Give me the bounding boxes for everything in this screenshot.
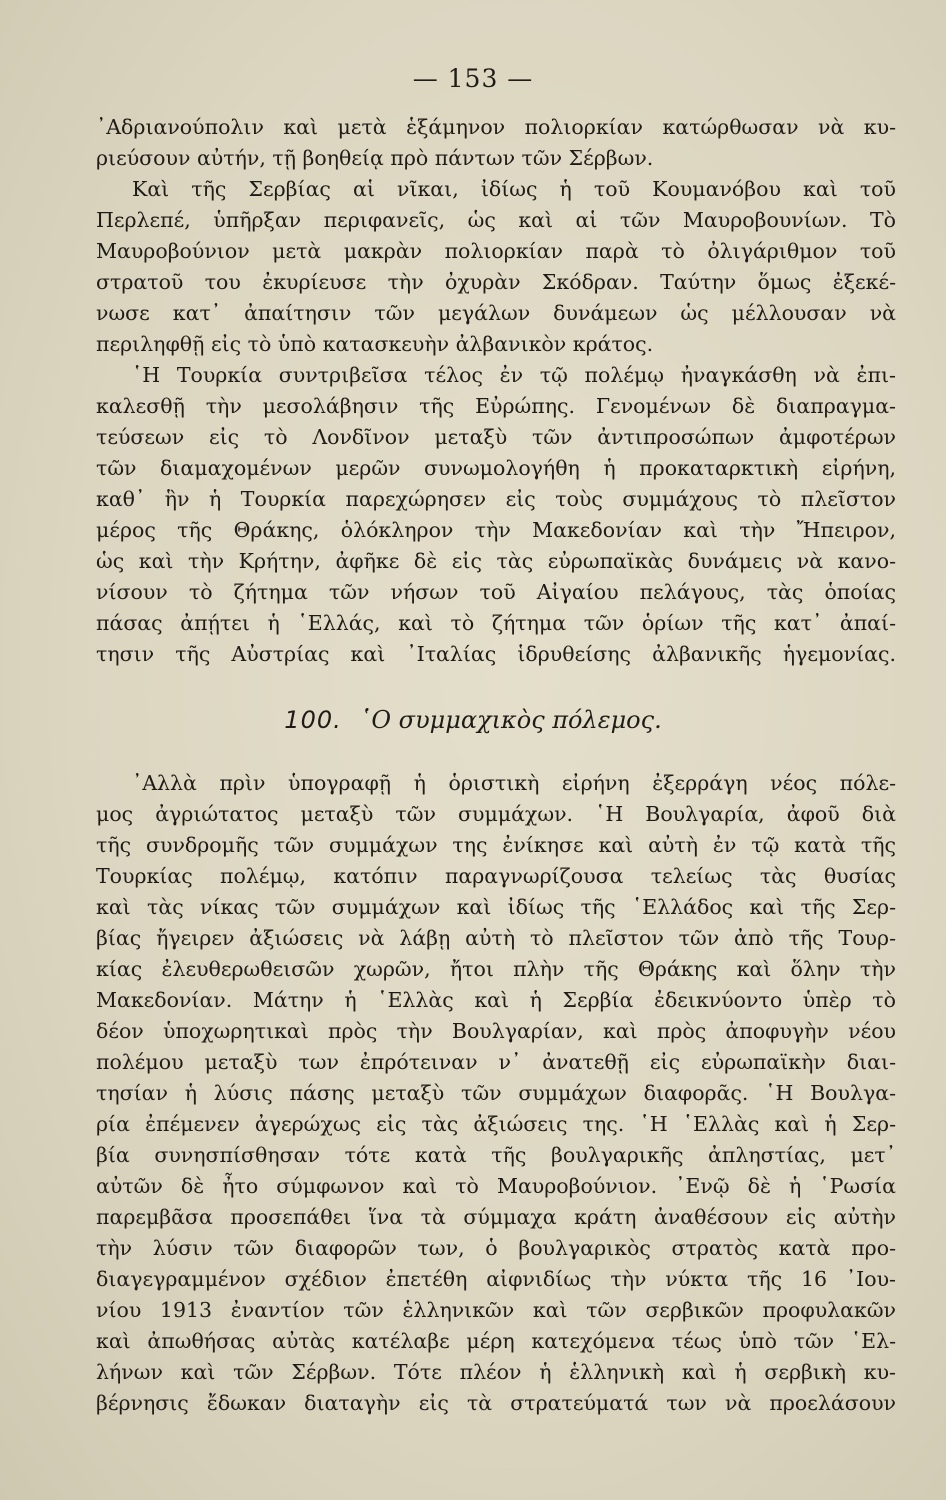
text-line: δέον ὑποχωρητικαὶ πρὸς τὴν Βουλγαρίαν, καὶ πρὸς ἀποφυγὴν νέου: [96, 1019, 896, 1043]
text-line: Περλεπέ, ὑπῆρξαν περιφανεῖς, ὡς καὶ αἱ τῶν Μαυροβουνίων. Τὸ: [96, 208, 896, 232]
page-number: — 153 —: [412, 64, 534, 93]
text-line: ρία ἐπέμενεν ἀγερώχως εἰς τὰς ἀξιώσεις της. ῾Η ῾Ελλὰς καὶ ἡ Σερ-: [96, 1112, 896, 1136]
text-line: τῶν διαμαχομένων μερῶν συνωμολογήθη ἡ προκαταρκτικὴ εἰρήνη,: [96, 456, 896, 480]
text-line: τησιν τῆς Αὐστρίας καὶ ᾿Ιταλίας ἱδρυθείσης ἀλβανικῆς ἡγεμονίας.: [96, 642, 896, 666]
text-line: Μακεδονίαν. Μάτην ἡ ῾Ελλὰς καὶ ἡ Σερβία ἐδεικνύοντο ὑπὲρ τὸ: [96, 988, 896, 1012]
text-line: Μαυροβούνιον μετὰ μακρὰν πολιορκίαν παρὰ τὸ ὀλιγάριθμον τοῦ: [96, 239, 896, 263]
text-line: περιληφθῇ εἰς τὸ ὑπὸ κατασκευὴν ἀλβανικὸν κράτος.: [96, 332, 654, 356]
section-2-text: [96, 768, 896, 1419]
text-line: τεύσεων εἰς τὸ Λονδῖνον μεταξὺ τῶν ἀντιπροσώπων ἀμφοτέρων: [96, 425, 896, 449]
text-line: καὶ τὰς νίκας τῶν συμμάχων καὶ ἰδίως τῆς ῾Ελλάδος καὶ τῆς Σερ-: [96, 895, 896, 919]
section-title: ῾Ο συμμαχικὸς πόλεμος.: [359, 706, 662, 734]
text-line: ριεύσουν αὐτήν, τῇ βοηθείᾳ πρὸ πάντων τῶν Σέρβων.: [96, 146, 654, 170]
text-line: πάσας ἀπῄτει ἡ ῾Ελλάς, καὶ τὸ ζήτημα τῶν ὁρίων τῆς κατ᾿ ἀπαί-: [96, 611, 896, 635]
text-line: διαγεγραμμένον σχέδιον ἐπετέθη αἰφνιδίως τὴν νύκτα τῆς 16 ᾿Ιου-: [96, 1267, 896, 1291]
text-line: ᾿Αλλὰ πρὶν ὑπογραφῇ ἡ ὁριστικὴ εἰρήνη ἐξερράγη νέος πόλε-: [132, 771, 896, 795]
text-line: στρατοῦ του ἐκυρίευσε τὴν ὀχυρὰν Σκόδραν. Ταύτην ὅμως ἐξεκέ-: [96, 270, 896, 294]
text-line: παρεμβᾶσα προσεπάθει ἵνα τὰ σύμμαχα κράτη ἀναθέσουν εἰς αὐτὴν: [96, 1205, 896, 1229]
text-line: τὴν λύσιν τῶν διαφορῶν των, ὁ βουλγαρικὸς στρατὸς κατὰ προ-: [96, 1236, 896, 1260]
text-line: κίας ἐλευθερωθεισῶν χωρῶν, ἤτοι πλὴν τῆς Θράκης καὶ ὅλην τὴν: [96, 957, 896, 981]
text-line: καθ᾿ ἣν ἡ Τουρκία παρεχώρησεν εἰς τοὺς συμμάχους τὸ πλεῖστον: [96, 487, 896, 511]
text-line: αὐτῶν δὲ ἦτο σύμφωνον καὶ τὸ Μαυροβούνιον. ᾿Ενῷ δὲ ἡ ῾Ρωσία: [96, 1174, 896, 1198]
text-line: Καὶ τῆς Σερβίας αἱ νῖκαι, ἰδίως ἡ τοῦ Κουμανόβου καὶ τοῦ: [132, 177, 896, 201]
text-line: καλεσθῇ τὴν μεσολάβησιν τῆς Εὐρώπης. Γενομένων δὲ διαπραγμα-: [96, 394, 896, 418]
text-line: ῾Η Τουρκία συντριβεῖσα τέλος ἐν τῷ πολέμῳ ἠναγκάσθη νὰ ἐπι-: [132, 363, 896, 387]
text-line: νωσε κατ᾿ ἀπαίτησιν τῶν μεγάλων δυνάμεων ὡς μέλλουσαν νὰ: [96, 301, 896, 325]
text-line: Τουρκίας πολέμῳ, κατόπιν παραγνωρίζουσα τελείως τὰς θυσίας: [96, 864, 896, 888]
section-number: 100.: [284, 706, 342, 734]
text-line: μος ἀγριώτατος μεταξὺ τῶν συμμάχων. ῾Η Βουλγαρία, ἀφοῦ διὰ: [96, 802, 896, 826]
text-line: βία συνησπίσθησαν τότε κατὰ τῆς βουλγαρικῆς ἀπληστίας, μετ᾿: [96, 1143, 896, 1167]
text-line: νίσουν τὸ ζήτημα τῶν νήσων τοῦ Αἰγαίου πελάγους, τὰς ὁποίας: [96, 580, 896, 604]
text-line: μέρος τῆς Θράκης, ὁλόκληρον τὴν Μακεδονίαν καὶ τὴν Ἤπειρον,: [96, 518, 896, 542]
text-line: βέρνησις ἔδωκαν διαταγὴν εἰς τὰ στρατεύματά των νὰ προελάσουν: [96, 1391, 896, 1415]
text-line: ᾿Αδριανούπολιν καὶ μετὰ ἑξάμηνον πολιορκίαν κατώρθωσαν νὰ κυ-: [96, 115, 896, 139]
text-line: βίας ἤγειρεν ἀξιώσεις νὰ λάβῃ αὐτὴ τὸ πλεῖστον τῶν ἀπὸ τῆς Τουρ-: [96, 926, 896, 950]
text-line: καὶ ἀπωθήσας αὐτὰς κατέλαβε μέρη κατεχόμενα τέως ὑπὸ τῶν ῾Ελ-: [96, 1329, 896, 1353]
text-line: πολέμου μεταξὺ των ἐπρότειναν ν᾿ ἀνατεθῇ εἰς εὐρωπαϊκὴν διαι-: [96, 1050, 896, 1074]
text-line: λήνων καὶ τῶν Σέρβων. Τότε πλέον ἡ ἑλληνικὴ καὶ ἡ σερβικὴ κυ-: [96, 1360, 896, 1384]
text-line: τησίαν ἡ λύσις πάσης μεταξὺ τῶν συμμάχων διαφορᾶς. ῾Η Βουλγα-: [96, 1081, 896, 1105]
text-line: νίου 1913 ἐναντίον τῶν ἑλληνικῶν καὶ τῶν σερβικῶν προφυλακῶν: [96, 1298, 896, 1322]
section-heading: [0, 706, 946, 734]
text-line: ὡς καὶ τὴν Κρήτην, ἀφῆκε δὲ εἰς τὰς εὐρωπαϊκὰς δυνάμεις νὰ κανο-: [96, 549, 896, 573]
text-line: τῆς συνδρομῆς τῶν συμμάχων της ἐνίκησε καὶ αὐτὴ ἐν τῷ κατὰ τῆς: [96, 833, 896, 857]
section-1-text: [96, 112, 896, 670]
